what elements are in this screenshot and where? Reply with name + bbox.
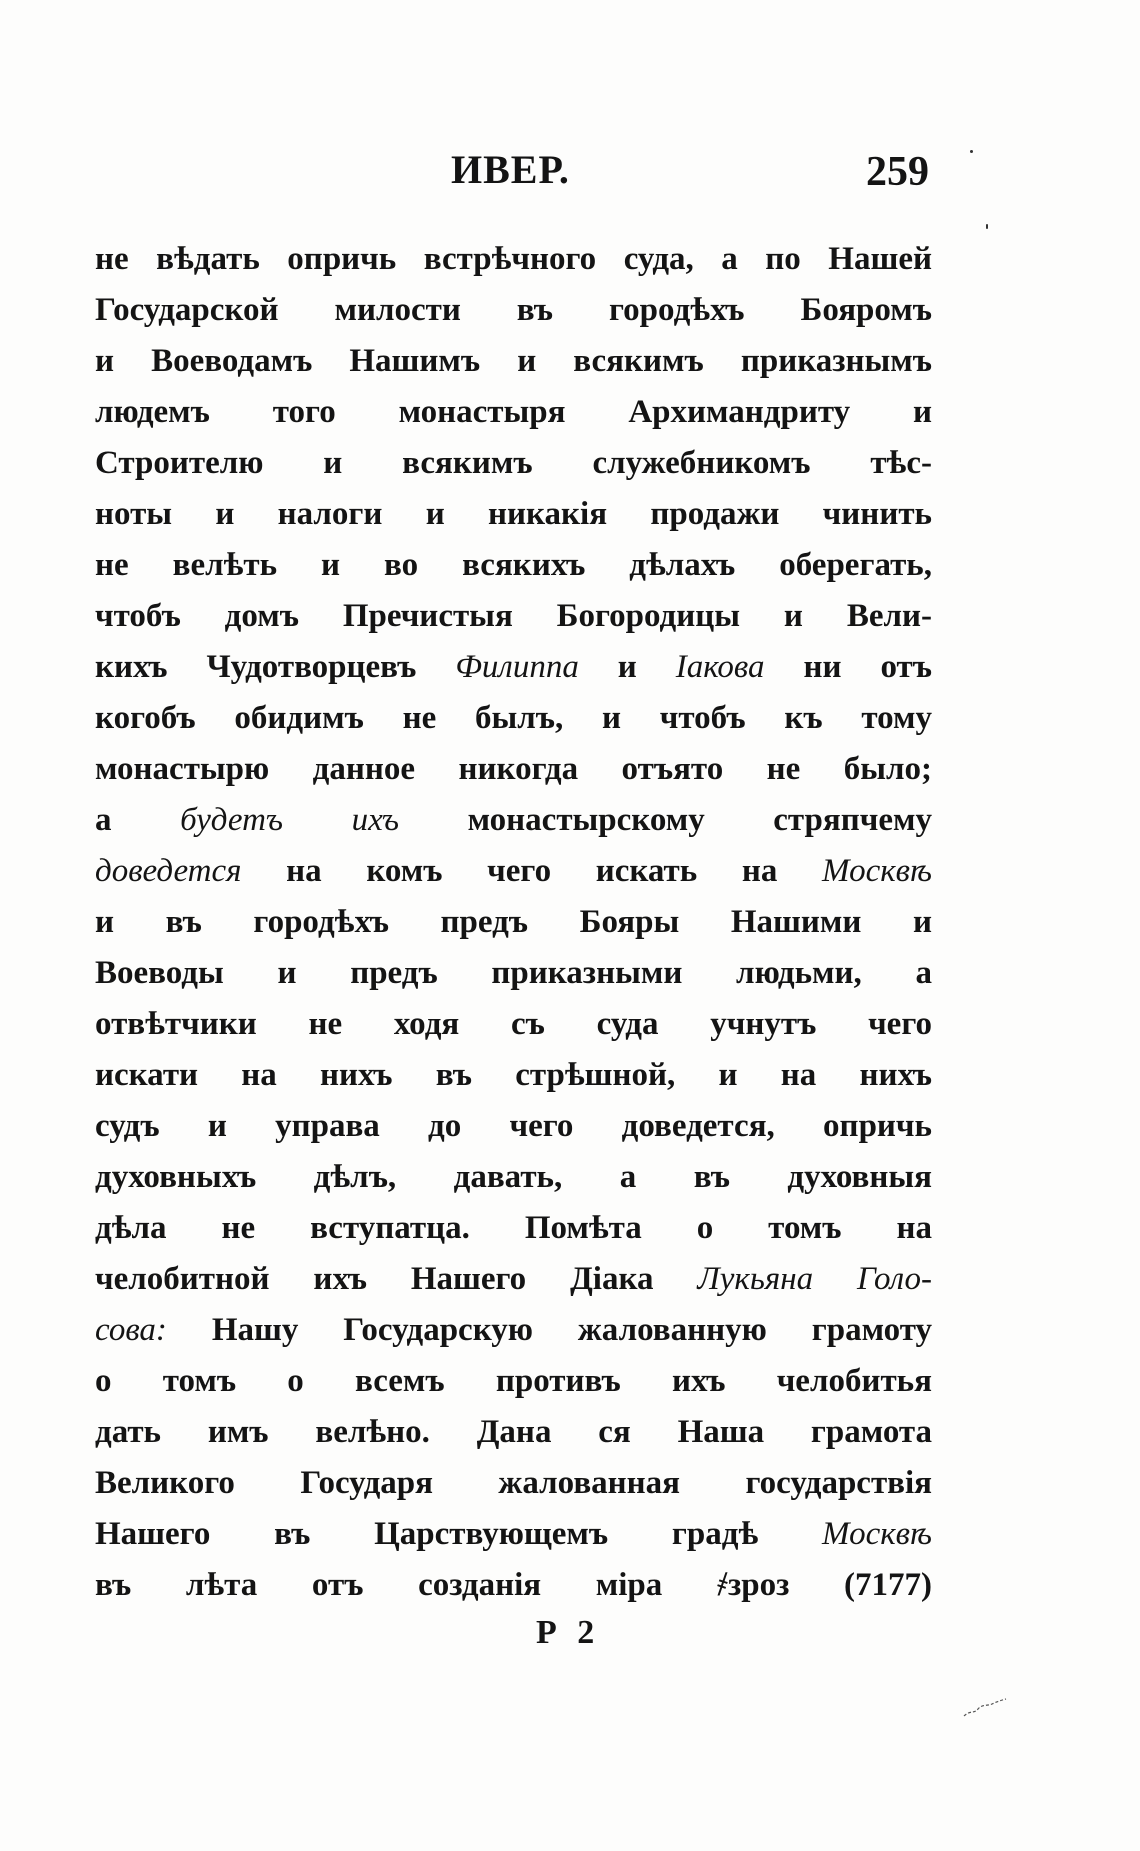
- line-text: ни отъ: [764, 649, 932, 685]
- line-text: и Воеводамъ Нашимъ и всякимъ приказнымъ: [95, 343, 932, 379]
- line-text: людемъ того монастыря Архимандриту и: [95, 394, 932, 430]
- line-text: не вѣдать опричь встрѣчного суда, а по Нашей: [95, 241, 932, 277]
- text-line: [95, 1356, 932, 1407]
- text-line: [95, 591, 932, 642]
- text-line: [95, 1305, 932, 1356]
- text-line: [95, 1101, 932, 1152]
- line-text: Великого Государя жалованная государствія: [95, 1465, 932, 1501]
- text-line: [95, 1050, 932, 1101]
- line-text: на комъ чего искать на: [241, 853, 823, 889]
- text-line: [95, 1407, 932, 1458]
- italic-text: доведется: [95, 853, 242, 889]
- line-text: Строителю и всякимъ служебникомъ тѣс-: [95, 445, 932, 481]
- text-line: [95, 1509, 932, 1560]
- italic-text: сова:: [95, 1312, 167, 1348]
- text-line: [95, 744, 932, 795]
- text-line: [95, 438, 932, 489]
- italic-text: Москвѣ: [822, 1516, 932, 1552]
- line-text: дѣла не вступатца. Помѣта о томъ на: [95, 1210, 932, 1246]
- running-head: ИВЕР.: [451, 147, 570, 192]
- text-line: [95, 1254, 932, 1305]
- line-text: Нашу Государскую жалованную грамоту: [166, 1312, 932, 1348]
- line-text: искати на нихъ въ стрѣшной, и на нихъ: [95, 1057, 932, 1093]
- line-text: монастырю данное никогда отъято не было;: [95, 751, 932, 787]
- text-line: [95, 540, 932, 591]
- line-text: духовныхъ дѣлъ, давать, а въ духовныя: [95, 1159, 932, 1195]
- page-header: [0, 140, 1140, 200]
- text-line: [95, 897, 932, 948]
- line-text: и въ городѣхъ предъ Бояры Нашими и: [95, 904, 932, 940]
- line-text: дать имъ велѣно. Дана ся Наша грамота: [95, 1414, 932, 1450]
- line-text: кихъ Чудотворцевъ: [95, 649, 456, 685]
- line-text: въ лѣта отъ созданія міра ҂зроз (7177): [95, 1567, 932, 1603]
- italic-text: Іакова: [675, 649, 765, 685]
- text-line: [95, 999, 932, 1050]
- text-line: [95, 1458, 932, 1509]
- text-line: [95, 1152, 932, 1203]
- italic-text: Лукьяна Голо-: [697, 1261, 932, 1297]
- line-text: о томъ о всемъ противъ ихъ челобитья: [95, 1363, 932, 1399]
- text-line: [95, 795, 932, 846]
- text-line: [95, 642, 932, 693]
- line-text: не велѣть и во всякихъ дѣлахъ оберегать,: [95, 547, 932, 583]
- text-line: [95, 285, 932, 336]
- line-text: монастырскому стряпчему: [399, 802, 932, 838]
- ink-speck: [986, 224, 988, 229]
- text-line: [95, 387, 932, 438]
- line-text: отвѣтчики не ходя съ суда учнутъ чего: [95, 1006, 932, 1042]
- text-line: [95, 693, 932, 744]
- page-number: 259: [866, 149, 929, 195]
- body-text: [95, 234, 932, 1611]
- line-text: ноты и налоги и никакія продажи чинить: [95, 496, 932, 532]
- line-text: Нашего въ Царствующемъ градѣ: [95, 1516, 823, 1552]
- line-text: а: [95, 802, 181, 838]
- line-text: Государской милости въ городѣхъ Бояромъ: [95, 292, 932, 328]
- italic-text: будетъ ихъ: [180, 802, 400, 838]
- text-line: [95, 1560, 932, 1611]
- italic-text: Филиппа: [455, 649, 579, 685]
- text-line: [95, 234, 932, 285]
- text-line: [95, 846, 932, 897]
- line-text: Воеводы и предъ приказными людьми, а: [95, 955, 932, 991]
- printer-signature-mark: Р 2: [536, 1614, 601, 1651]
- ink-speck: [970, 150, 973, 153]
- text-line: [95, 336, 932, 387]
- text-line: [95, 948, 932, 999]
- text-line: [95, 1203, 932, 1254]
- italic-text: Москвѣ: [822, 853, 932, 889]
- line-text: судъ и управа до чего доведется, опричь: [95, 1108, 932, 1144]
- line-text: и: [578, 649, 676, 685]
- line-text: челобитной ихъ Нашего Діака: [95, 1261, 698, 1297]
- line-text: чтобъ домъ Пречистыя Богородицы и Вели-: [95, 598, 932, 634]
- line-text: когобъ обидимъ не былъ, и чтобъ къ тому: [95, 700, 932, 736]
- pen-mark: [962, 1696, 1008, 1720]
- text-line: [95, 489, 932, 540]
